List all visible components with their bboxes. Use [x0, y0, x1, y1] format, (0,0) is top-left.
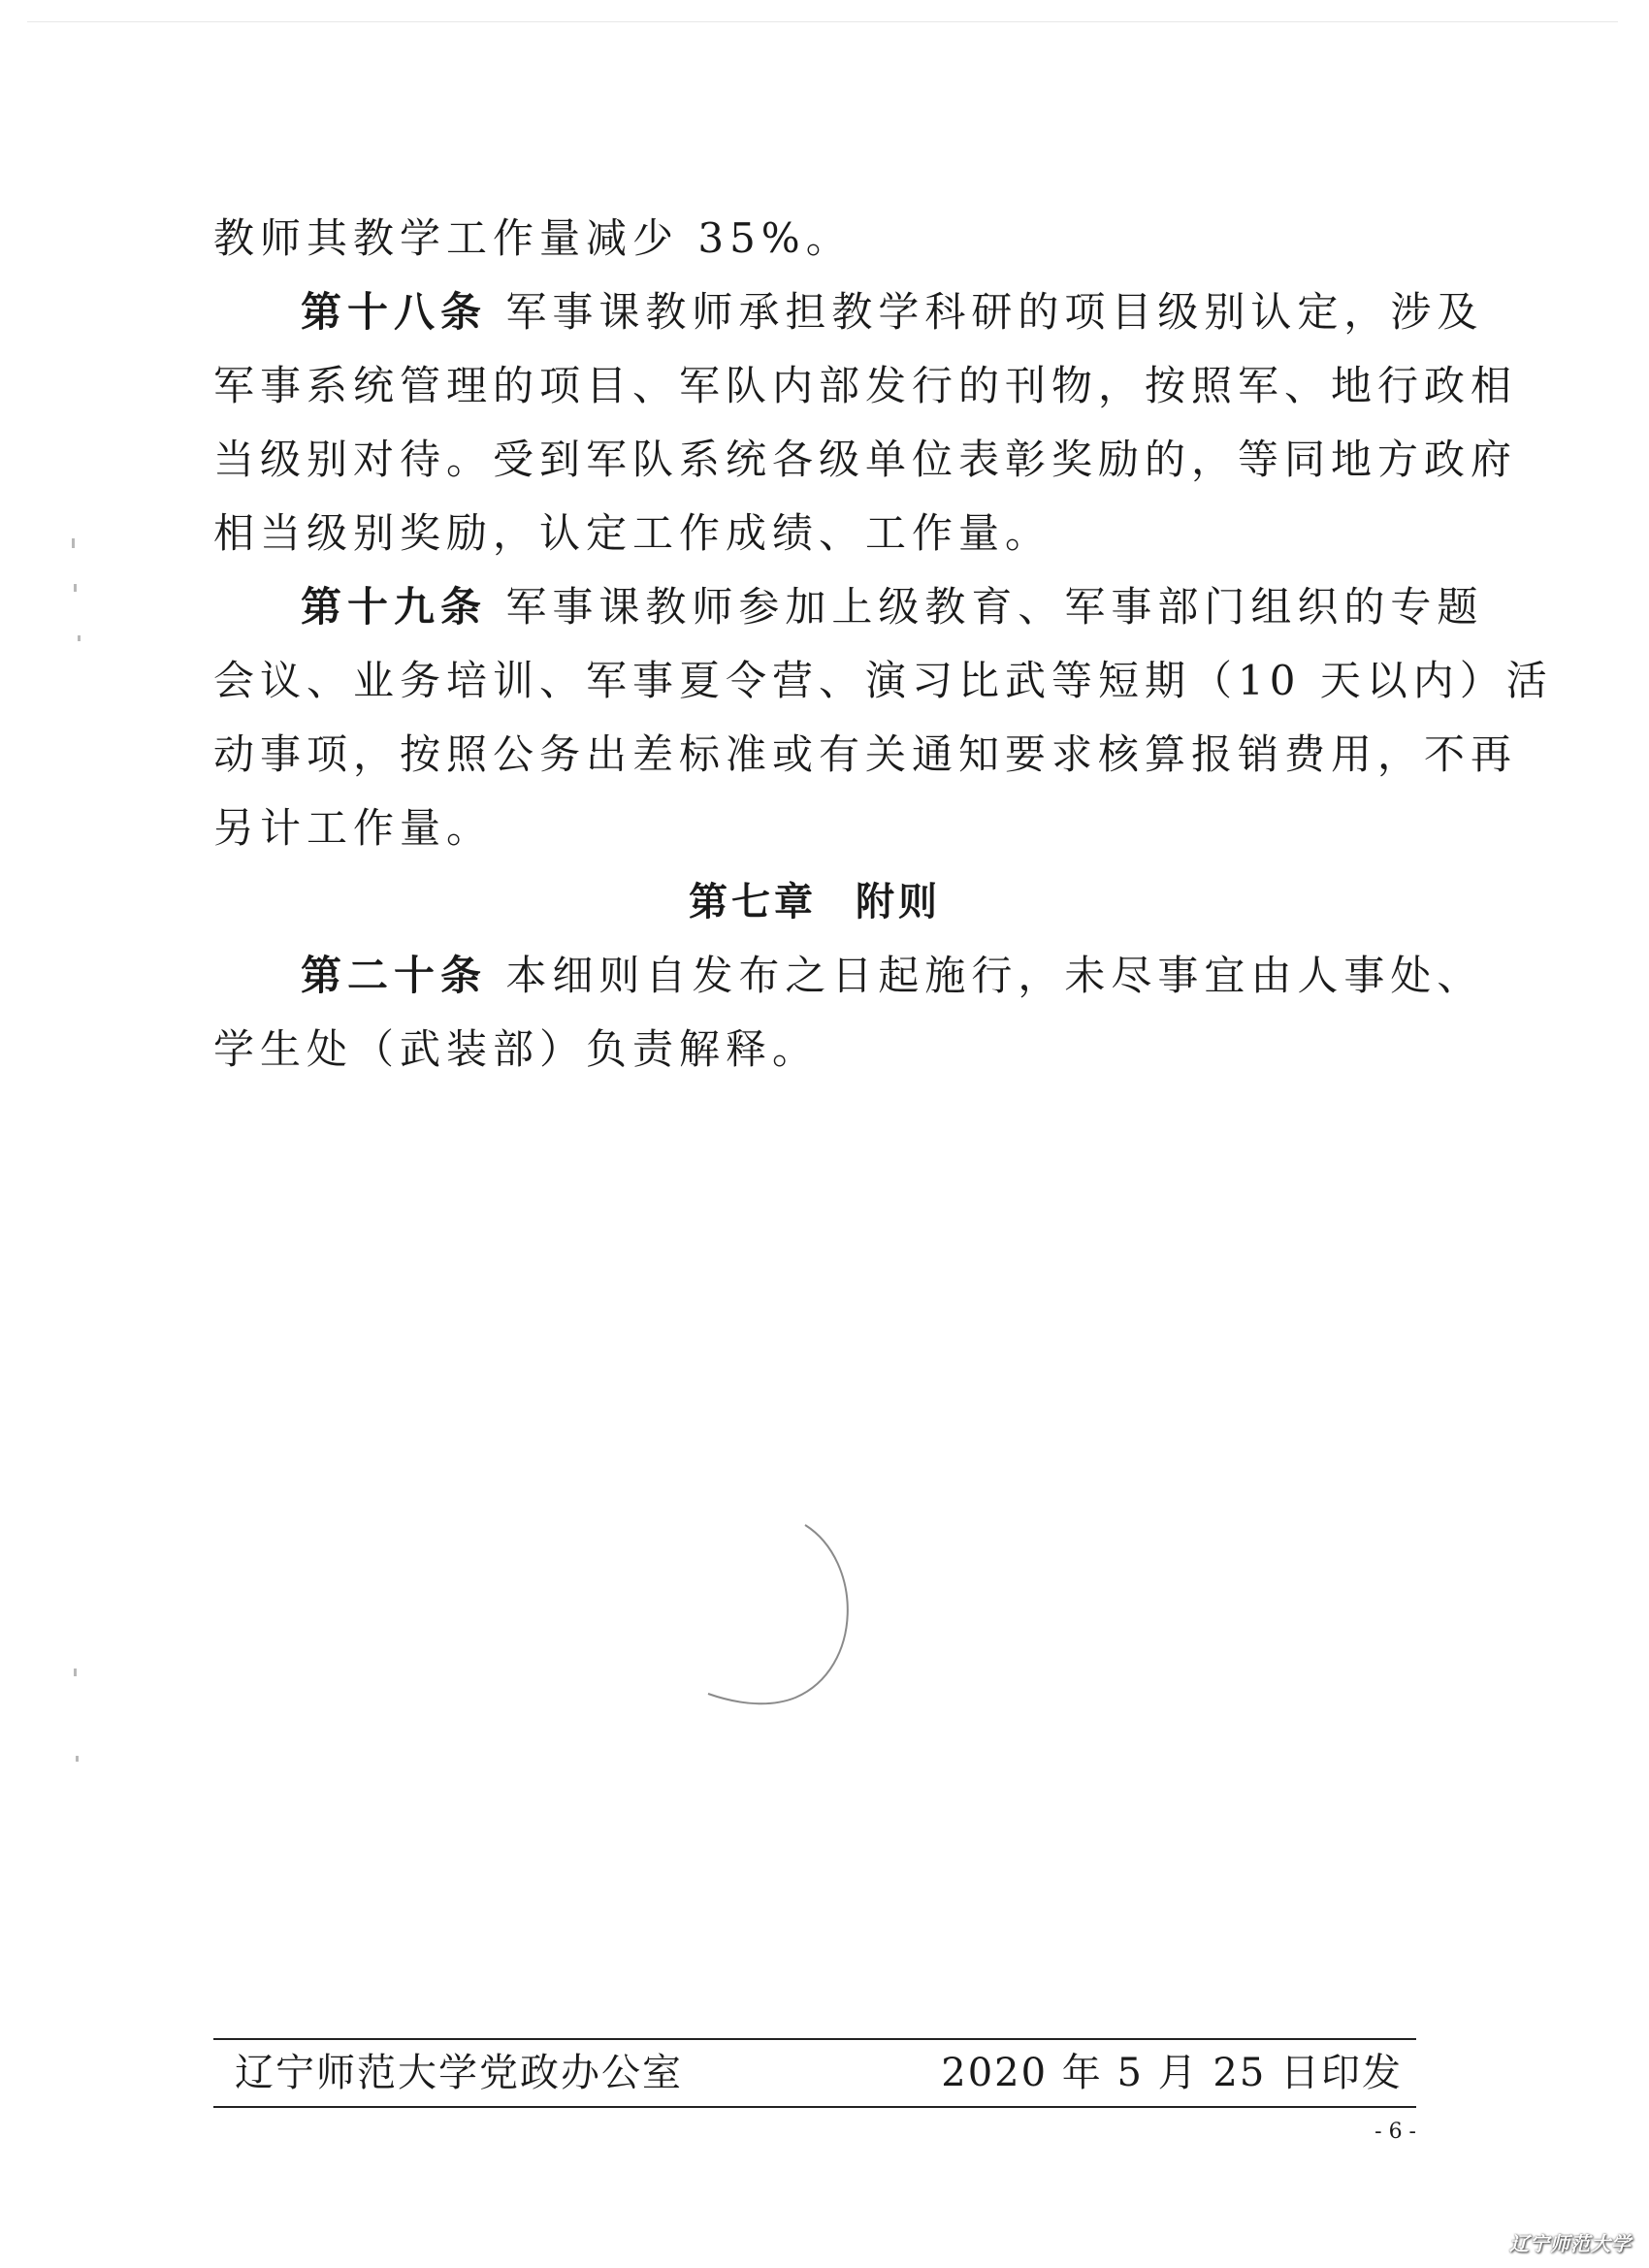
line-text: 军事课教师承担教学科研的项目级别认定，涉及: [505, 288, 1484, 336]
chapter-number: 第七章: [689, 880, 817, 924]
scan-speck: [78, 635, 81, 641]
article-19-heading-line: [213, 570, 1484, 644]
line-text: 教师其教学工作量减少 35%。: [213, 214, 853, 262]
chapter-heading: [213, 865, 1416, 939]
paragraph-line: [213, 718, 1518, 792]
line-text: 相当级别奖励，认定工作成绩、工作量。: [213, 509, 1052, 557]
scan-speck: [74, 584, 77, 592]
line-text: 当级别对待。受到军队系统各级单位表彰奖励的，等同地方政府: [213, 436, 1518, 483]
paragraph-line: [213, 644, 1553, 718]
issuing-office: 辽宁师范大学党政办公室: [235, 2051, 683, 2095]
seal-impression-arc: [669, 1504, 883, 1736]
scan-speck: [74, 1669, 77, 1676]
article-20-heading-line: [213, 939, 1484, 1013]
page-number: - 6 -: [1374, 2120, 1416, 2144]
paragraph-line: [213, 202, 1416, 275]
line-text: 军事系统管理的项目、军队内部发行的刊物，按照军、地行政相: [213, 362, 1518, 409]
issue-date: 2020 年 5 月 25 日印发: [941, 2051, 1403, 2095]
footer: [213, 2038, 1416, 2108]
chapter-title: 附则: [856, 880, 941, 924]
paragraph-line: [213, 497, 1416, 570]
line-text: 会议、业务培训、军事夏令营、演习比武等短期（10 天以内）活: [213, 657, 1553, 704]
line-text: 动事项，按照公务出差标准或有关通知要求核算报销费用，不再: [213, 730, 1518, 778]
article-number: 第二十条: [301, 952, 488, 999]
article-number: 第十八条: [301, 288, 488, 336]
line-text: 学生处（武装部）负责解释。: [213, 1025, 820, 1073]
scan-speck: [72, 538, 75, 548]
paragraph-line: [213, 792, 1416, 865]
watermark-text: 辽宁师范大学: [1509, 2232, 1632, 2255]
footer-rule-bottom: [213, 2106, 1416, 2108]
paragraph-line: [213, 349, 1518, 423]
scan-speck: [76, 1756, 79, 1762]
article-18-heading-line: [213, 275, 1484, 349]
article-number: 第十九条: [301, 583, 488, 631]
line-text: 另计工作量。: [213, 804, 494, 852]
paragraph-line: [213, 1013, 1416, 1086]
document-body: [213, 202, 1553, 1086]
footer-row: [213, 2040, 1416, 2106]
paragraph-line: [213, 423, 1518, 497]
line-text: 本细则自发布之日起施行，未尽事宜由人事处、: [505, 952, 1484, 999]
line-text: 军事课教师参加上级教育、军事部门组织的专题: [505, 583, 1484, 631]
